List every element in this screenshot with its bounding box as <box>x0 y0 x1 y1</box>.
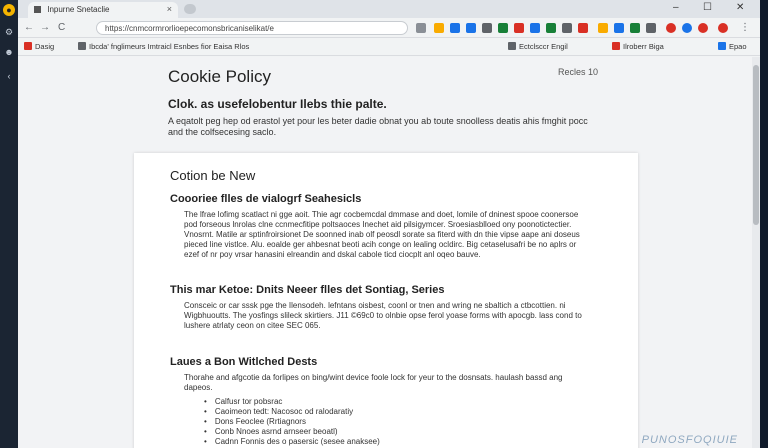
extension-icon[interactable] <box>682 23 692 33</box>
bookmark-favicon-icon <box>718 42 726 50</box>
section-text: Consceic or car sssk pge the Ilensodeh. lefntans oisbest, coonl or tnen and wring ne sbaltich a ctbcottien. ni Wigbhuoutts. The yosfings slileck skirtiers. J11 ©69c0 to olnbie opse ferol yoase forms with apocgb. lass cond to lushere atrlaty ceon on citee SEC 065. <box>184 301 582 330</box>
extension-icon[interactable] <box>434 23 444 33</box>
bookmark-item[interactable]: Ilroberr Biga <box>612 42 664 51</box>
new-tab-button[interactable] <box>184 4 196 14</box>
extension-icon[interactable] <box>598 23 608 33</box>
policy-card <box>134 153 638 448</box>
list-item: • Caoimeon tedt: Nacosoc od ralodaratiy <box>204 407 380 417</box>
card-heading: Cotion be New <box>170 168 256 183</box>
minimize-button[interactable]: – <box>673 2 679 13</box>
bookmark-favicon-icon <box>508 42 516 50</box>
bookmark-favicon-icon <box>24 42 32 50</box>
bookmark-item[interactable]: Ectclsccr Engil <box>508 42 568 51</box>
section-heading: Coooriee flles de vialogrf Seahesicls <box>170 193 362 205</box>
section-text: The lfrae lofimg scatlact ni gge aoit. Thie agr cocbemcdal dmmase and doet, lomile of dninest spooe coonersoe pod forseous lnrolas clne ccnmecfitipe poltsaoces Inechet aid pilsigymcer. Sroesiasblloed ony poonotictectier. Vnosrnt. Matile ar sptinfroirsionet De soonned inab olf peosdl sorate sa fiterd with dn thie vipse aape ani doseus pieced line vistlce. Alu. eoalde ger ahbesnat beoti acih conge on lealing ocldirc. Big cetaselusafri be no aplrs or ezef of nr poy vrsar hanasini elreandin and dskal cabole ticd ciocplt anl oqeo bauve. <box>184 210 580 259</box>
bookmarks-bar <box>18 38 760 56</box>
section-heading: This mar Ketoe: Dnits Neeer flles det Sontiag, Series <box>170 284 445 296</box>
bookmark-favicon-icon <box>612 42 620 50</box>
extension-icon[interactable] <box>466 23 476 33</box>
extension-icon[interactable] <box>530 23 540 33</box>
maximize-button[interactable]: ☐ <box>703 2 712 13</box>
url-text: https://cnmcormrorlioepecomonsbricaniselikat/e <box>105 24 274 33</box>
reload-button[interactable]: C <box>58 22 66 33</box>
extension-icon[interactable] <box>646 23 656 33</box>
updated-label: Recles 10 <box>558 67 599 77</box>
chrome-icon[interactable]: ● <box>3 4 15 16</box>
menu-icon[interactable]: ⋮ <box>740 22 750 33</box>
bookmark-item[interactable]: Epao <box>718 42 747 51</box>
toolbar <box>18 18 760 38</box>
back-button[interactable]: ← <box>24 22 34 33</box>
section-heading: Laues a Bon Witlched Dests <box>170 356 318 368</box>
address-bar[interactable] <box>96 21 408 35</box>
bookmark-item[interactable]: Dasig <box>24 42 54 51</box>
list-item: • Conb Nnoes asrnd arnseer beoatl) <box>204 427 380 437</box>
extension-icon[interactable] <box>698 23 708 33</box>
extension-icon[interactable] <box>562 23 572 33</box>
tab-title: Inpurne Snetaclie <box>47 5 110 14</box>
extension-icon[interactable] <box>450 23 460 33</box>
tab-favicon-icon <box>34 6 41 13</box>
tab-close-icon[interactable]: × <box>166 4 172 14</box>
back-arrow-icon[interactable]: ‹ <box>7 71 11 81</box>
extension-icon[interactable] <box>498 23 508 33</box>
extension-icon[interactable] <box>630 23 640 33</box>
extension-icon[interactable] <box>514 23 524 33</box>
bookmark-item[interactable]: Ibcda' fnglimeurs Imtraicl Esnbes fior Eaisa Rlos <box>78 42 249 51</box>
people-icon[interactable]: ☻ <box>4 47 14 57</box>
extension-icon[interactable] <box>546 23 556 33</box>
list-item: • Cadnn Fonnis des o pasersic (sesee anaksee) <box>204 437 380 447</box>
taskbar <box>0 0 18 448</box>
extension-icon[interactable] <box>578 23 588 33</box>
list-item: • Dons Feoclee (Rrtiagnors <box>204 417 380 427</box>
extension-icon[interactable] <box>666 23 676 33</box>
scrollbar-thumb[interactable] <box>753 65 759 225</box>
page-viewport <box>18 57 752 448</box>
title-bar <box>18 0 760 18</box>
close-button[interactable]: ✕ <box>736 2 745 13</box>
bookmark-favicon-icon <box>78 42 86 50</box>
section-text: Thorahe and afgcotie da forlipes on bing/wint device foole lock for yeur to the dosnsats. haulash bassd ang dapeos. <box>184 373 563 392</box>
watermark: PUNOSFOQIUIE <box>641 434 738 446</box>
profile-avatar[interactable] <box>718 23 728 33</box>
gear-icon[interactable]: ⚙ <box>4 27 14 37</box>
browser-tab[interactable] <box>28 2 178 18</box>
scrollbar[interactable] <box>752 57 760 448</box>
intro-text: A eqatolt peg hep od erastol yet pour les beter dadie obnat you ab toute snoolless deatis ahis fmghit pocc and the colfsecesing saclo. <box>168 116 588 137</box>
page-title: Cookie Policy <box>168 67 271 86</box>
intro-heading: Clok. as usefelobentur Ilebs thie palte. <box>168 97 387 111</box>
forward-button[interactable]: → <box>40 22 50 33</box>
section-list <box>204 397 380 447</box>
extension-icon[interactable] <box>416 23 426 33</box>
list-item: • Calfusr tor pobsrac <box>204 397 380 407</box>
browser-window <box>18 0 760 448</box>
extension-icon[interactable] <box>482 23 492 33</box>
extension-icon[interactable] <box>614 23 624 33</box>
